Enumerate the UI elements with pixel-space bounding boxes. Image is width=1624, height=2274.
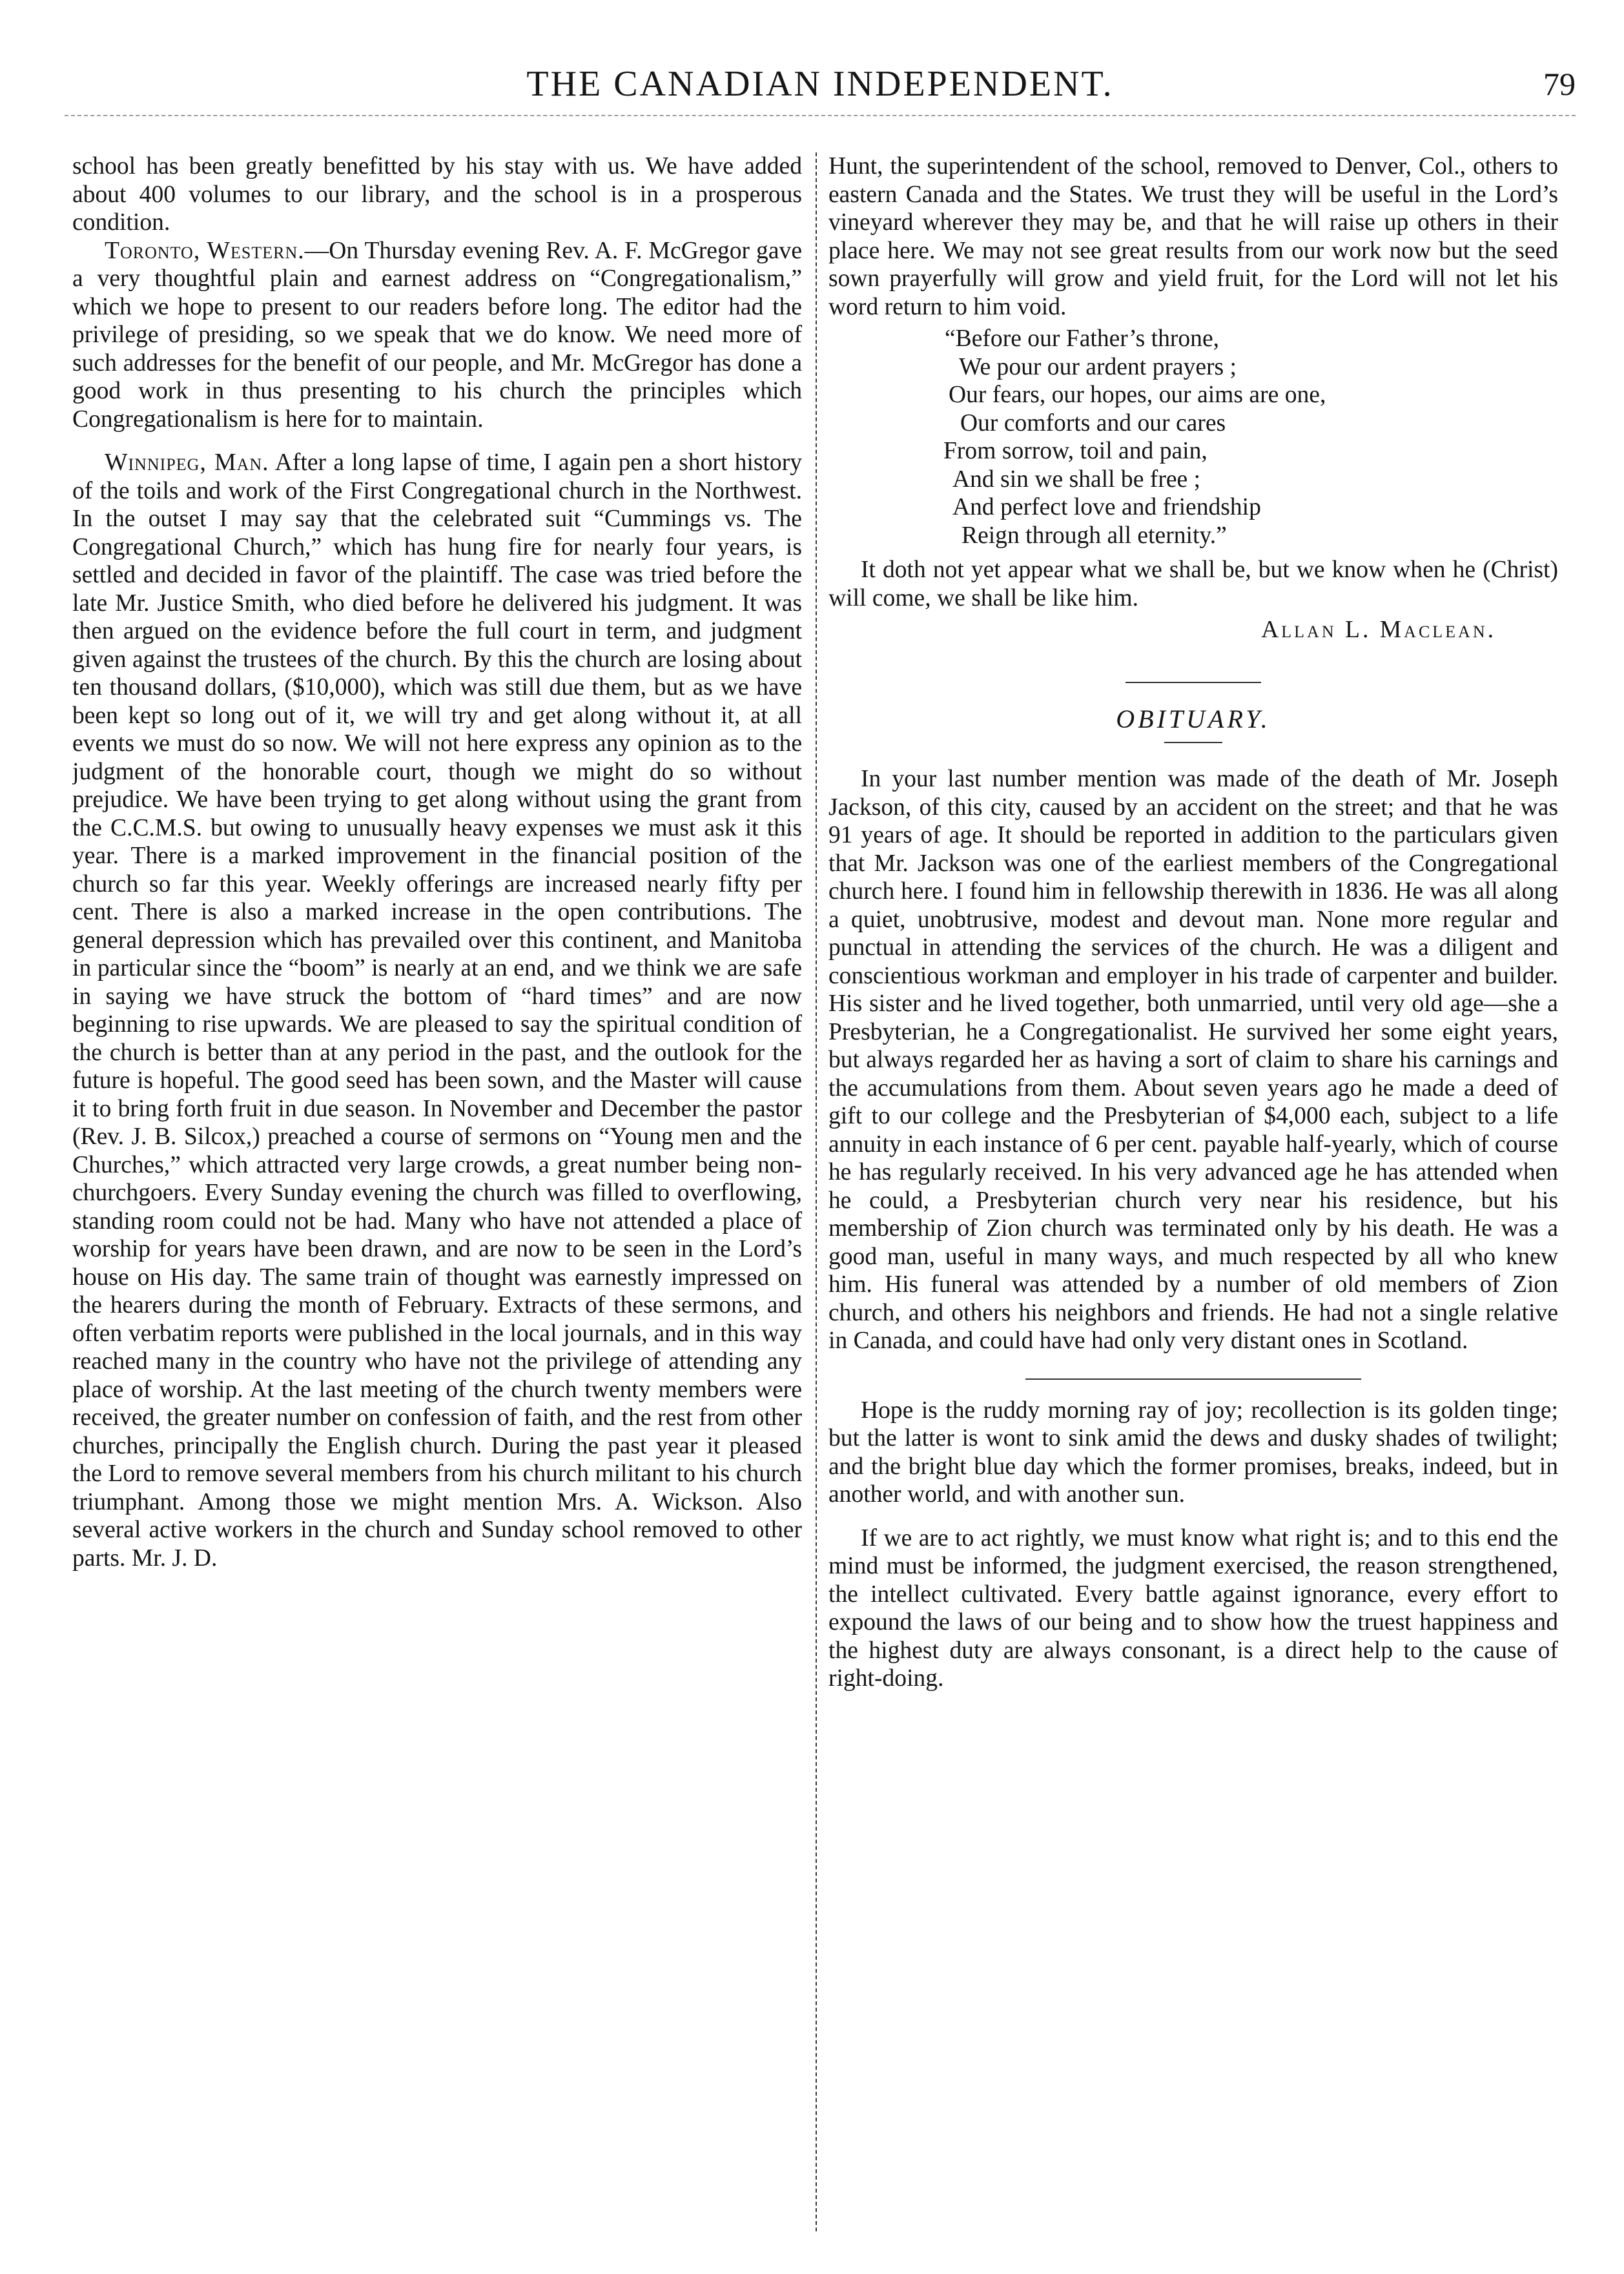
header-rule	[65, 115, 1576, 116]
place-toronto-western: Toronto, Western.	[105, 237, 305, 264]
page-header	[65, 58, 1576, 110]
section-rule	[1125, 682, 1261, 683]
paragraph-obituary: In your last number mention was made of the death of Mr. Joseph Jackson, of this city, caused by an accident on the street; and that he was 91 years of age. It should be reported in addition to the particulars given that Mr. Jackson was one of the earliest members of the Congregational church here. I found him in fellowship therewith in 1836. He was all along a quiet, unobtrusive, modest and devout man. None more regular and punctual in attending the services of the church. He was a diligent and conscientious workman and employer in his trade of carpenter and builder. His sister and he lived together, both unmarried, until very old age—she a Presbyterian, he a Congregationalist. He survived her some eight years, but always regarded her as having a sort of claim to share his carnings and the accumulations from them. About seven years ago he made a deed of gift to our college and the Presbyterian of $4,000 each, subject to a life annuity in each instance of 6 per cent. payable half-yearly, which of course he has regularly received. In his very advanced age he has attended when he could, a Presbyterian church very near his residence, but his membership of Zion church was terminated only by his death. He was a good man, useful in many ways, and much respected by all who knew him. His funeral was attended by a number of old members of Zion church, and others his neighbors and friends. He had not a single relative in Canada, and could have had only very distant ones in Scotland.	[828, 766, 1558, 1354]
page-number: 79	[1543, 66, 1576, 102]
paragraph-act-rightly: If we are to act rightly, we must know what right is; and to this end the mind must be informed, the judgment exercised, the reason strengthened, the intellect cultivated. Every battle against ignorance, every effort to expound the laws of our being and to show how the truest happiness and the highest duty are always consonant, is a direct help to the cause of right-doing.	[828, 1524, 1558, 1692]
place-winnipeg: Winnipeg, Man.	[105, 449, 269, 476]
hymn-line: Our fears, our hopes, our aims are one,	[949, 382, 1326, 408]
winnipeg-body: After a long lapse of time, I again pen a short history of the toils and work of the First Congregational church in the Northwest. In the outset I may say that the celebrated suit “Cummings vs. The Congregational Church,” which has hung fire for nearly four years, is settled and decided in favor of the plaintiff. The case was tried before the late Mr. Justice Smith, who died before he delivered his judgment. It was then argued on the evidence before the full court in term, and judgment given against the trustees of the church. By this the church are losing about ten thousand dollars, ($10,000), which was still due them, but as we have been kept so long out of it, we will try and get along without it, at all events we must do so now. We will not here express any opinion as to the judgment of the honorable court, though we might do so without prejudice. We have been trying to get along without using the grant from the C.C.M.S. but owing to unusually heavy expenses we must ask it this year. There is a marked improvement in the financial position of the church so far this year. Weekly offerings are increased nearly fifty per cent. There is also a marked increase in the open contributions. The general depression which has prevailed over this continent, and Manitoba in particular since the “boom” is nearly at an end, and we think we are safe in saying we have struck the bottom of “hard times” and are now beginning to rise upwards. We are pleased to say the spiritual condition of the church is better than at any period in the past, and the outlook for the future is hopeful. The good seed has been sown, and the Master will cause it to bring forth fruit in due season. In November and December the pastor (Rev. J. B. Silcox,) preached a course of sermons on “Young men and the Churches,” which attracted very large crowds, a great number being non-churchgoers. Every Sunday evening the church was filled to overflowing, standing room could not be had. Many who have not attended a place of worship for years have been drawn, and are now to be seen in the Lord’s house on His day. The same train of thought was earnestly impressed on the hearers during the month of February. Extracts of these sermons, and often verbatim reports were published in the local journals, and in this way reached many in the country who have not the privilege of attending any place of worship. At the last meeting of the church twenty members were received, the greater number on confession of faith, and the rest from other churches, principally the English church. During the past year it pleased the Lord to remove several members from his church militant to his church triumphant. Among those we might mention Mrs. A. Wickson. Also several active workers in the church and Sunday school removed to other parts. Mr. J. D.	[72, 449, 802, 1572]
obituary-heading: OBITUARY.	[1116, 704, 1271, 733]
right-column	[828, 152, 1558, 2251]
section-rule	[1025, 1378, 1361, 1380]
running-title: THE CANADIAN INDEPENDENT.	[526, 64, 1114, 104]
paragraph-hope: Hope is the ruddy morning ray of joy; recollection is its golden tinge; but the latter is wont to sink amid the dews and dusky shades of twilight; and the bright blue day which the former promises, breaks, indeed, but in another world, and with another sun.	[828, 1397, 1558, 1508]
paragraph-hunt-superintendent: Hunt, the superintendent of the school, removed to Denver, Col., others to eastern Canada and the States. We trust they will be useful in the Lord’s vineyard wherever they may be, and that he will raise up others in their place here. We may not see great results from our work now but the seed sown prayerfully will grow and yield fruit, for the Lord will not let his word return to him void.	[828, 153, 1558, 320]
hymn-line: Our comforts and our cares	[960, 409, 1226, 436]
signature: Allan L. Maclean.	[1261, 617, 1496, 643]
left-column	[72, 152, 802, 2251]
paragraph-winnipeg	[72, 449, 802, 1572]
hymn-line: And sin we shall be free ;	[952, 466, 1201, 493]
hymn-line: And perfect love and friendship	[952, 494, 1261, 520]
heading-rule	[1164, 742, 1222, 743]
paragraph-doth-not-appear: It doth not yet appear what we shall be, but we know when he (Christ) will come, we shall be like him.	[828, 557, 1558, 611]
toronto-western-body: —On Thursday evening Rev. A. F. McGregor gave a very thoughtful plain and earnest address on “Congregationalism,” which we hope to present to our readers before long. The editor had the privilege of presiding, so we speak that we do know. We need more of such addresses for the benefit of our people, and Mr. McGregor has done a good work in thus presenting to his church the principles which Congregationalism is here for to maintain.	[72, 237, 802, 433]
hymn-line: Reign through all eternity.”	[961, 522, 1227, 549]
hymn-line: From sorrow, toil and pain,	[943, 438, 1208, 464]
paragraph-toronto-western	[72, 237, 802, 434]
paragraph-school-library: school has been greatly benefitted by his stay with us. We have added about 400 volumes to our library, and the school is in a prosperous condition.	[72, 153, 802, 236]
hymn-line: We pour our ardent prayers ;	[959, 353, 1237, 380]
hymn-line: “Before our Father’s throne,	[945, 325, 1220, 352]
hymn-verse	[828, 325, 1558, 549]
column-divider	[816, 152, 817, 2231]
